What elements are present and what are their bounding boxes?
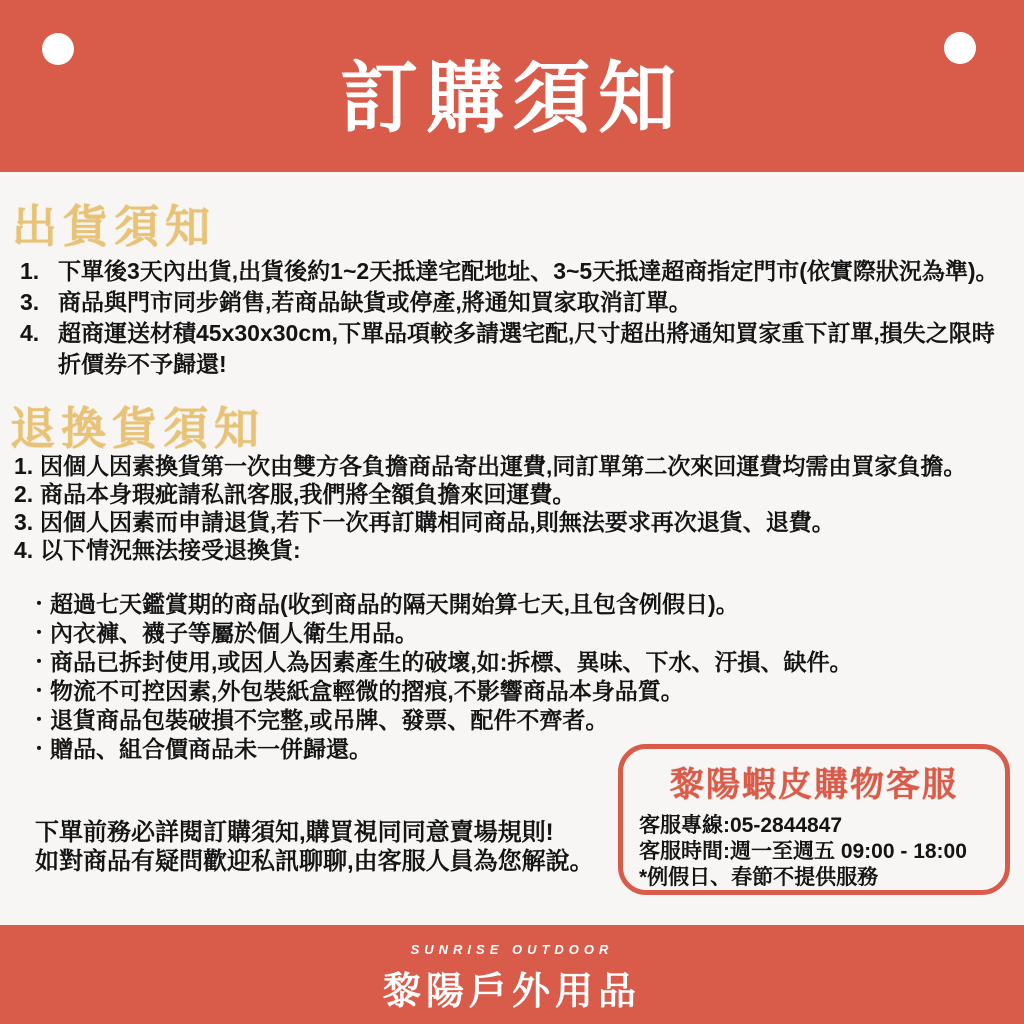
customer-service-card bbox=[618, 744, 1010, 895]
pre-order-notice-line2: 如對商品有疑問歡迎私訊聊聊,由客服人員為您解說。 bbox=[35, 848, 594, 875]
footer-band bbox=[0, 925, 1024, 1024]
list-text: 因個人因素而申請退貨,若下一次再訂購相同商品,則無法要求再次退貨、退費。 bbox=[40, 509, 835, 535]
returns-item bbox=[14, 480, 1018, 508]
non-returnable-item bbox=[30, 706, 1015, 735]
non-returnable-item bbox=[30, 590, 1015, 619]
list-text: 商品本身瑕疵請私訊客服,我們將全額負擔來回運費。 bbox=[40, 481, 576, 507]
service-note: *例假日、春節不提供服務 bbox=[639, 866, 879, 889]
header-band bbox=[0, 0, 1024, 172]
shipping-item bbox=[20, 256, 1015, 287]
service-hours: 客服時間:週一至週五 09:00 - 18:00 bbox=[639, 840, 967, 863]
non-returnable-item bbox=[30, 677, 1015, 706]
list-text: 贈品、組合價商品未一併歸還。 bbox=[50, 736, 372, 762]
list-text: 商品與門市同步銷售,若商品缺貨或停產,將通知買家取消訂單。 bbox=[58, 289, 692, 315]
list-text: 因個人因素換貨第一次由雙方各負擔商品寄出運費,同訂單第二次來回運費均需由買家負擔。 bbox=[40, 453, 967, 479]
list-text: 超商運送材積45x30x30cm,下單品項較多請選宅配,尺寸超出將通知買家重下訂單,損失之限時折價券不予歸還! bbox=[58, 320, 995, 377]
list-number: 4. bbox=[14, 537, 34, 563]
shipping-item bbox=[20, 287, 1015, 318]
shipping-list bbox=[20, 256, 1015, 380]
returns-item bbox=[14, 508, 1018, 536]
bullet-icon: ・ bbox=[30, 710, 48, 730]
list-number: 3. bbox=[20, 289, 40, 315]
shipping-item bbox=[20, 318, 1015, 380]
bullet-icon: ・ bbox=[30, 681, 48, 701]
list-number: 3. bbox=[14, 509, 34, 535]
non-returnable-list bbox=[30, 590, 1015, 764]
list-number: 1. bbox=[20, 258, 40, 284]
brand-name: 黎陽戶外用品 bbox=[382, 971, 641, 1013]
list-text: 物流不可控因素,外包裝紙盒輕微的摺痕,不影響商品本身品質。 bbox=[50, 678, 684, 704]
bullet-icon: ・ bbox=[30, 623, 48, 643]
bullet-icon: ・ bbox=[30, 594, 48, 614]
list-number: 4. bbox=[20, 320, 40, 346]
customer-service-title: 黎陽蝦皮購物客服 bbox=[670, 766, 958, 804]
pre-order-notice-line1: 下單前務必詳閱訂購須知,購買視同同意賣場規則! bbox=[35, 819, 554, 846]
pre-order-notice bbox=[35, 818, 594, 876]
list-number: 2. bbox=[14, 481, 34, 507]
returns-list bbox=[14, 452, 1018, 564]
non-returnable-item bbox=[30, 648, 1015, 677]
non-returnable-item bbox=[30, 619, 1015, 648]
service-phone: 客服專線:05-2844847 bbox=[639, 814, 843, 837]
list-text: 退貨商品包裝破損不完整,或吊牌、發票、配件不齊者。 bbox=[50, 707, 609, 733]
bullet-icon: ・ bbox=[30, 739, 48, 759]
returns-item bbox=[14, 452, 1018, 480]
bullet-icon: ・ bbox=[30, 652, 48, 672]
list-text: 下單後3天內出貨,出貨後約1~2天抵達宅配地址、3~5天抵達超商指定門市(依實際狀況為準)。 bbox=[58, 258, 999, 284]
returns-item bbox=[14, 536, 1018, 564]
shipping-section-heading: 出貨須知 bbox=[12, 201, 217, 252]
page-title: 訂購須知 bbox=[339, 54, 684, 142]
returns-section-heading: 退換貨須知 bbox=[10, 403, 266, 454]
list-text: 商品已拆封使用,或因人為因素產生的破壞,如:拆標、異味、下水、汙損、缺件。 bbox=[50, 649, 853, 675]
list-number: 1. bbox=[14, 453, 34, 479]
brand-tagline: SUNRISE OUTDOOR bbox=[410, 942, 614, 957]
list-text: 超過七天鑑賞期的商品(收到商品的隔天開始算七天,且包含例假日)。 bbox=[50, 591, 739, 617]
list-text: 以下情況無法接受退換貨: bbox=[40, 537, 301, 563]
list-text: 內衣褲、襪子等屬於個人衛生用品。 bbox=[50, 620, 418, 646]
